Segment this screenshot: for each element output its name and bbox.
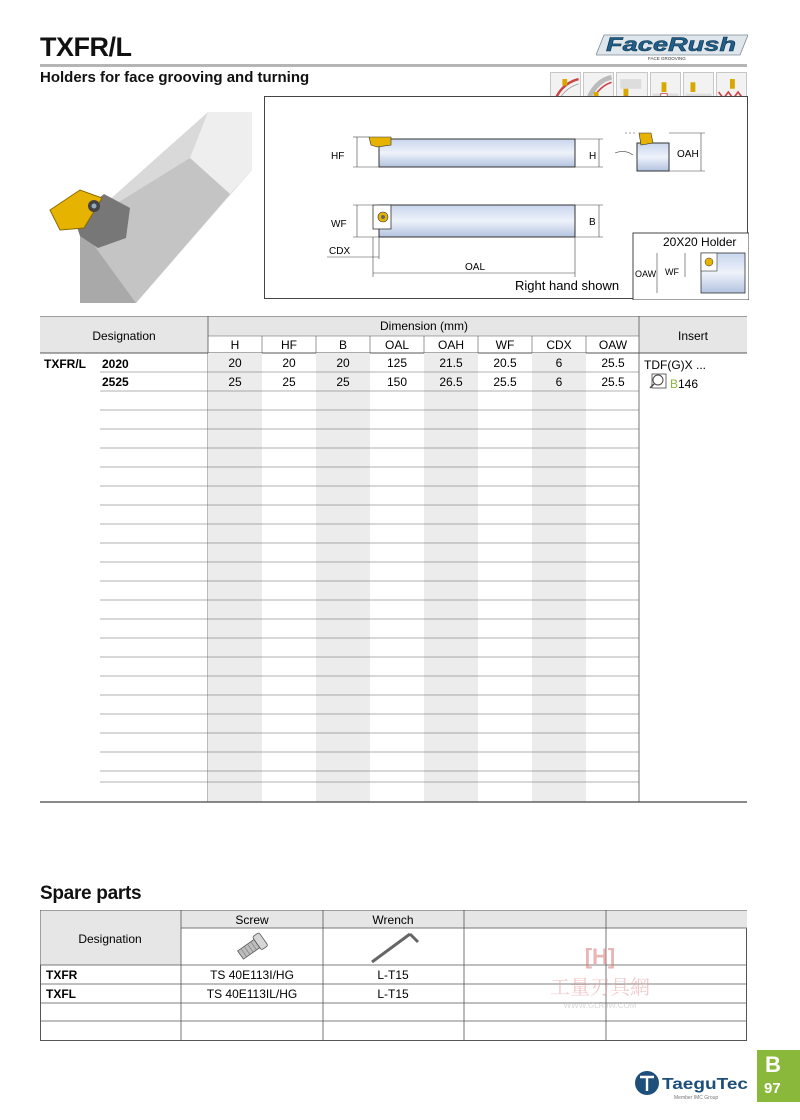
- insert-header: Insert: [677, 329, 709, 343]
- dimension-header: Dimension (mm): [379, 319, 469, 333]
- title-divider: [40, 64, 747, 67]
- insert-ref-letter: B: [670, 377, 679, 391]
- spare-designation-header: Designation: [78, 932, 142, 946]
- wrench-header: Wrench: [372, 913, 414, 927]
- label-hf: HF: [331, 151, 345, 162]
- holder-product-photo: [40, 98, 252, 303]
- screw-txfr: TS 40E113I/HG: [210, 968, 294, 982]
- spare-designation-txfl: TXFL: [46, 987, 76, 1001]
- cell: 20: [336, 356, 350, 370]
- column-header-oah: OAH: [437, 338, 465, 352]
- company-name: TaeguTec: [662, 1076, 749, 1093]
- group-designation: TXFR/L: [44, 357, 86, 371]
- label-b: B: [589, 217, 596, 228]
- column-header-cdx: CDX: [546, 338, 572, 352]
- column-header-b: B: [338, 338, 348, 352]
- screw-header: Screw: [235, 913, 269, 927]
- wrench-txfl: L-T15: [377, 987, 409, 1001]
- dimension-table: [40, 316, 748, 804]
- facerush-logo: [596, 33, 748, 61]
- label-wf: WF: [331, 219, 347, 230]
- holder-label-wf: WF: [665, 267, 679, 277]
- cell: 25: [282, 375, 296, 389]
- column-header-wf: WF: [495, 338, 515, 352]
- cell: 25.5: [601, 356, 625, 370]
- page-title: TXFR/L: [40, 32, 132, 62]
- section-page-tab: [757, 1050, 800, 1102]
- row-code-2020: 2020: [102, 357, 129, 371]
- cell: 150: [386, 375, 408, 389]
- screw-txfl: TS 40E113IL/HG: [206, 987, 298, 1001]
- section-letter: B: [765, 1052, 781, 1077]
- column-header-h: H: [230, 338, 240, 352]
- designation-header: Designation: [92, 329, 156, 343]
- spare-parts-title: Spare parts: [40, 883, 142, 904]
- company-tagline: Member IMC Group: [674, 1095, 719, 1101]
- column-header-hf: HF: [281, 338, 297, 352]
- spare-designation-txfr: TXFR: [46, 968, 78, 982]
- brand-tagline: FACE GROOVING: [648, 56, 686, 61]
- cell: 20.5: [493, 356, 517, 370]
- watermark-glyph: [H]: [584, 944, 616, 969]
- cell: 20: [282, 356, 296, 370]
- diagram-caption: Right hand shown: [515, 278, 620, 293]
- column-header-oal: OAL: [384, 338, 410, 352]
- row-code-2525: 2525: [102, 375, 129, 389]
- cell: 125: [386, 356, 408, 370]
- brand-name: FaceRush: [606, 35, 736, 56]
- cell: 25: [336, 375, 350, 389]
- page-number: 97: [764, 1080, 781, 1097]
- insert-ref-page: 146: [678, 377, 699, 391]
- watermark-chinese: 工量刃具網: [550, 977, 650, 999]
- label-cdx: CDX: [329, 246, 351, 257]
- cell: 25.5: [601, 375, 625, 389]
- cell: 25: [228, 375, 242, 389]
- page-subtitle: Holders for face grooving and turning: [40, 69, 310, 86]
- cell: 6: [555, 356, 563, 370]
- taegutec-logo: [634, 1068, 752, 1102]
- dimension-diagram: [264, 96, 748, 299]
- cell: 25.5: [493, 375, 517, 389]
- watermark: [520, 940, 680, 1012]
- label-oah: OAH: [677, 149, 699, 160]
- cell: 26.5: [439, 375, 463, 389]
- insert-code: TDF(G)X ...: [644, 358, 706, 372]
- wrench-txfr: L-T15: [377, 968, 409, 982]
- cell: 6: [555, 375, 563, 389]
- label-oal: OAL: [465, 262, 486, 273]
- holder-label-oaw: OAW: [635, 269, 657, 279]
- label-h: H: [589, 151, 597, 162]
- cell: 21.5: [439, 356, 463, 370]
- magnifier-book-icon: [650, 374, 666, 388]
- column-header-oaw: OAW: [598, 338, 628, 352]
- cell: 20: [228, 356, 242, 370]
- holder-inset-title: 20X20 Holder: [663, 235, 737, 249]
- watermark-url: WWW.GLRJW.COM: [563, 1001, 637, 1010]
